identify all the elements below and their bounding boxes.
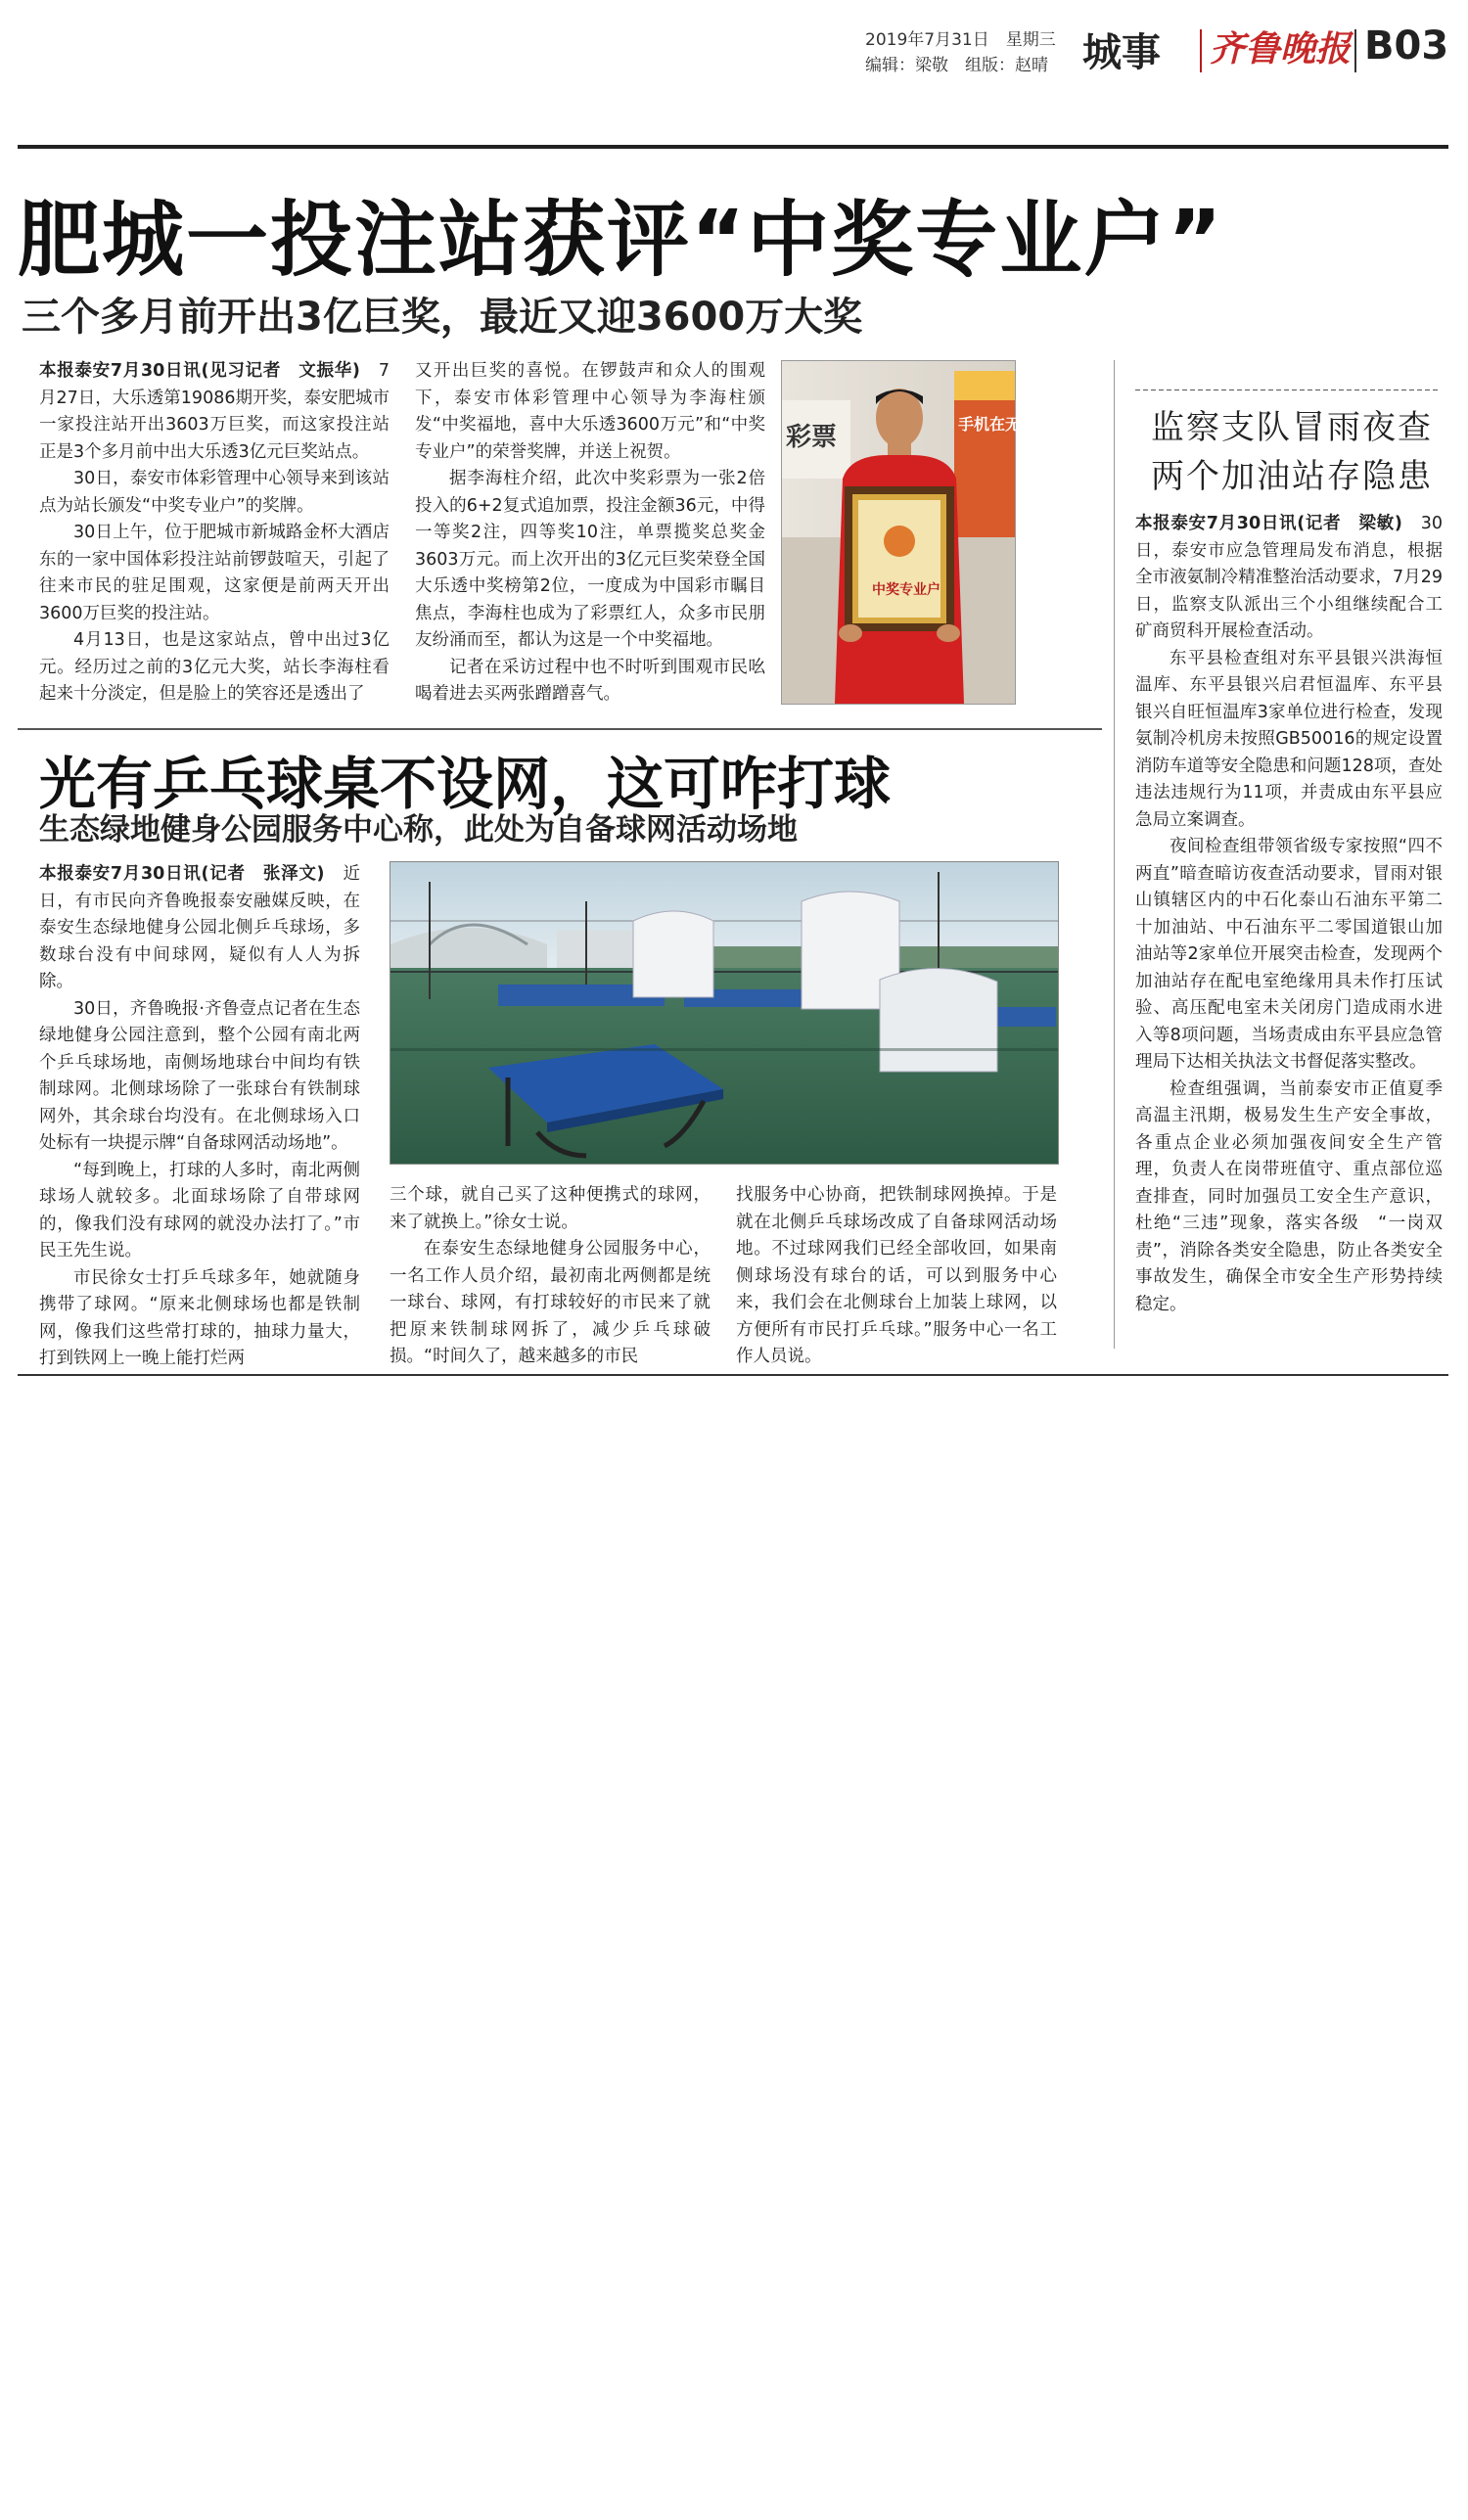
sidebar-paragraph: 30日，泰安市应急管理局发布消息，根据全市液氨制冷精准整治活动要求，7月29日，监察支队派出三个小组继续配合工矿商贸科开展检查活动。	[1135, 514, 1443, 641]
article1-headline: 肥城一投注站获评“中奖专业户”	[18, 192, 1224, 288]
sidebar-dashed-rule	[1135, 389, 1439, 390]
newspaper-logo-text: 齐鲁晚报	[1210, 28, 1352, 69]
article2-paragraph: “每到晚上，打球的人多时，南北两侧球场人就较多。北面球场除了自带球网的，像我们没有球网的就没办法打了。”市民王先生说。	[39, 1160, 360, 1260]
article1-paragraph: 又开出巨奖的喜悦。在锣鼓声和众人的围观下，泰安市体彩管理中心领导为李海柱颁发“中奖福地，喜中大乐透3600万元”和“中奖专业户”的荣誉奖牌，并送上祝贺。	[415, 361, 765, 462]
newspaper-logo	[1208, 25, 1351, 69]
article1-paragraph: 据李海柱介绍，此次中奖彩票为一张2倍投入的6+2复式追加票，投注金额36元，中得一等奖2注，四等奖10注，单票揽奖总奖金3603万元。而上次开出的3亿元巨奖荣登全国大乐透中奖榜第2位，一度成为中国彩市瞩目焦点，李海柱也成为了彩票红人，众多市民朋友纷涌而至，都认为这是一个中奖福地。	[415, 469, 765, 650]
article1-photo	[781, 360, 1053, 705]
article2-photo	[390, 861, 1059, 1165]
article2-paragraph: 在泰安生态绿地健身公园服务中心，一名工作人员介绍，最初南北两侧都是统一球台、球网，有打球较好的市民来了就把原来铁制球网拆了，减少乒乓球破损。“时间久了，越来越多的市民	[390, 1239, 711, 1366]
page-number: B03	[1364, 23, 1449, 69]
masthead	[0, 0, 1468, 117]
article2-paragraph: 市民徐女士打乒乓球多年，她就随身携带了球网。“原来北侧球场也都是铁制网，像我们这些常打球的，抽球力量大，打到铁网上一晚上能打烂两	[39, 1267, 360, 1368]
article1-dateline: 本报泰安7月30日讯(见习记者 文振华)	[39, 361, 360, 381]
sidebar-body	[1135, 511, 1443, 1318]
article1-paragraph: 4月13日，也是这家站点，曾中出过3亿元。经历过之前的3亿元大奖，站长李海柱看起来十分淡定，但是脸上的笑容还是透出了	[39, 630, 390, 704]
article1-paragraph: 记者在采访过程中也不时听到围观市民吆喝着进去买两张蹭蹭喜气。	[415, 657, 765, 704]
article1-paragraph: 30日，泰安市体彩管理中心领导来到该站点为站长颁发“中奖专业户”的奖牌。	[39, 469, 390, 516]
article2-headline: 光有乒乓球桌不设网，这可咋打球	[39, 751, 892, 817]
article2-paragraph: 近日，有市民向齐鲁晚报泰安融媒反映，在泰安生态绿地健身公园北侧乒乓球场，多数球台没有中间球网，疑似有人人为拆除。	[39, 864, 361, 991]
article2-column-3	[736, 1182, 1057, 1371]
article1-column-1	[39, 358, 390, 709]
bottom-rule	[18, 1374, 1448, 1376]
article1-subheadline: 三个多月前开出3亿巨奖，最近又迎3600万大奖	[22, 295, 863, 340]
sidebar-paragraph: 东平县检查组对东平县银兴洪海恒温库、东平县银兴启君恒温库、东平县银兴自旺恒温库3家单位进行检查，发现氨制冷机房未按照GB50016的规定设置消防车道等安全隐患和问题128项，查处违法违规行为11项，并责成由东平县应急局立案调查。	[1135, 648, 1443, 830]
article1-paragraph: 7月27日，大乐透第19086期开奖，泰安肥城市一家投注站开出3603万巨奖，而这家投注站正是3个多月前中出大乐透3亿元巨奖站点。	[39, 361, 390, 462]
article2-column-1	[39, 861, 360, 1373]
article-divider	[18, 728, 1102, 730]
article2-subheadline: 生态绿地健身公园服务中心称，此处为自备球网活动场地	[39, 812, 798, 848]
pingpong-court-illustration	[390, 862, 1058, 1164]
sidebar-paragraph: 夜间检查组带领省级专家按照“四不两直”暗查暗访夜查活动要求，冒雨对银山镇辖区内的中石化泰山石油东平第二十加油站、中石油东平二零国道银山加油站等2家单位开展突击检查，发现两个加油站存在配电室绝缘用具未作打压试验、高压配电室未关闭房门造成雨水进入等8项问题，当场责成由东平县应急管理局下达相关执法文书督促落实整改。	[1135, 837, 1443, 1072]
masthead-divider-2	[1354, 29, 1356, 72]
top-rule	[18, 145, 1448, 149]
sidebar-headline: 监察支队冒雨夜查两个加油站存隐患	[1151, 408, 1433, 496]
column-divider	[1114, 360, 1115, 1349]
article2-paragraph: 找服务中心协商，把铁制球网换掉。于是就在北侧乒乓球场改成了自备球网活动场地。不过球网我们已经全部收回，如果南侧球场没有球台的话，可以到服务中心来，我们会在北侧球台上加装上球网，以方便所有市民打乒乓球。”服务中心一名工作人员说。	[736, 1185, 1057, 1366]
article2-dateline: 本报泰安7月30日讯(记者 张泽文)	[39, 864, 325, 884]
award-photo-illustration	[782, 361, 1053, 704]
poster-text: 手机在无秋购	[958, 415, 1053, 434]
issue-date: 2019年7月31日 星期三	[865, 30, 1056, 50]
plaque-text: 中奖专业户	[872, 582, 940, 598]
sidebar-paragraph: 检查组强调，当前泰安市正值夏季高温主汛期，极易发生生产安全事故，各重点企业必须加强夜间安全生产管理，负责人在岗带班值守、重点部位巡查排查，同时加强员工安全生产意识，杜绝“三违”现象，落实各级 “一岗双责”，消除各类安全隐患，防止各类安全事故发生，确保全市安全生产形势持续稳定。	[1135, 1078, 1443, 1314]
article1-paragraph: 30日上午，位于肥城市新城路金杯大酒店东的一家中国体彩投注站前锣鼓喧天，引起了往来市民的驻足围观，这家便是前两天开出3600万巨奖的投注站。	[39, 523, 390, 623]
article2-paragraph: 三个球，就自己买了这种便携式的球网，来了就换上。”徐女士说。	[390, 1185, 711, 1232]
editor-credits: 编辑：梁敬 组版：赵晴	[865, 56, 1048, 75]
sidebar-dateline: 本报泰安7月30日讯(记者 梁敏)	[1135, 514, 1402, 533]
lottery-sign-text: 彩票	[786, 423, 838, 452]
article1-column-2	[415, 358, 765, 709]
masthead-divider	[1200, 29, 1202, 72]
section-name: 城事	[1082, 30, 1161, 75]
article2-paragraph: 30日，齐鲁晚报·齐鲁壹点记者在生态绿地健身公园注意到，整个公园有南北两个乒乓球场地，南侧场地球台中间均有铁制球网。北侧球场除了一张球台有铁制球网外，其余球台均没有。在北侧球场入口处标有一块提示牌“自备球网活动场地”。	[39, 998, 360, 1153]
article2-column-2	[390, 1182, 711, 1371]
